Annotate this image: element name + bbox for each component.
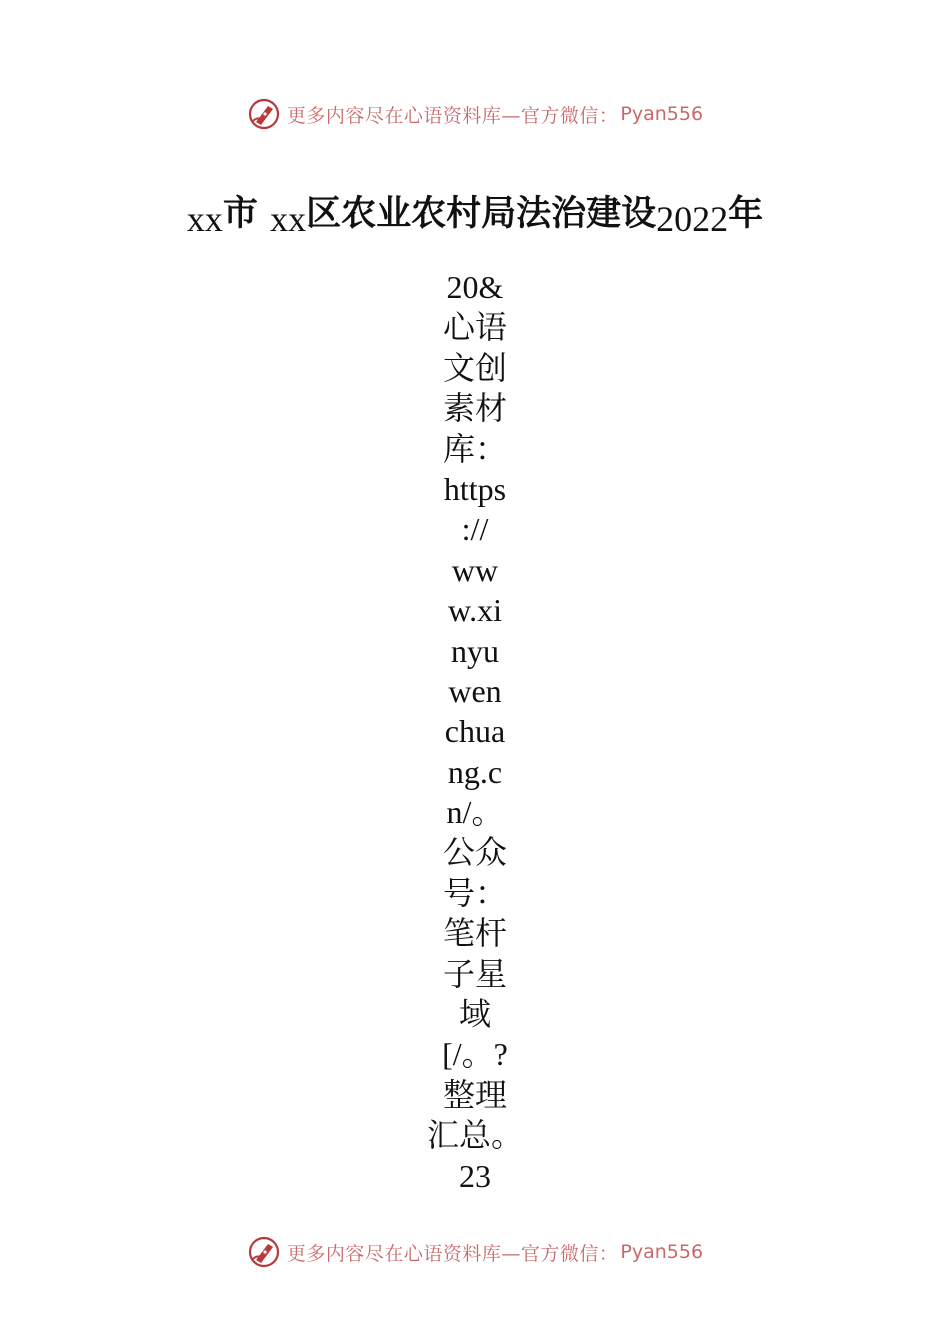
body-line: 子星 [442, 955, 507, 992]
body-text-column [425, 267, 525, 1196]
header-banner-text: 更多内容尽在心语资料库—官方微信： [286, 104, 619, 127]
body-line: 库： [442, 430, 507, 467]
body-line: 汇总。 [426, 1117, 523, 1154]
body-line: nyu [451, 632, 499, 669]
body-line: 公众 [442, 834, 507, 871]
header-banner-wechat-id: Pyan556 [620, 103, 704, 125]
body-line: wen [448, 672, 502, 709]
body-line: 20& [446, 269, 504, 305]
body-line: 文创 [442, 349, 507, 386]
body-line: https [443, 470, 507, 507]
title-part-2: 市 [222, 194, 258, 234]
footer-banner [0, 1232, 950, 1272]
header-banner [0, 94, 950, 134]
body-line: 域 [458, 996, 491, 1033]
body-line: [/。? [442, 1036, 508, 1073]
body-line: w.xi [448, 592, 502, 629]
document-title [0, 186, 950, 239]
title-part-6: 年 [728, 194, 764, 234]
body-line: 号： [442, 874, 507, 911]
title-part-4: 区农业农村局法治建设 [306, 194, 657, 234]
pen-nib-logo-icon [247, 97, 281, 131]
title-part-3: xx [270, 199, 307, 239]
body-line: 心语 [442, 309, 507, 346]
body-line: 23 [459, 1157, 491, 1194]
title-part-1: xx [186, 199, 223, 239]
pen-nib-logo-icon [247, 1235, 281, 1269]
body-line: :// [461, 511, 489, 548]
title-part-5: 2022 [656, 199, 729, 239]
footer-banner-wechat-id: Pyan556 [620, 1241, 704, 1263]
body-line: ng.c [447, 753, 503, 790]
body-line: 整理 [442, 1076, 507, 1113]
body-line: ww [451, 551, 499, 588]
body-line: n/。 [446, 794, 504, 831]
body-line: chua [444, 713, 506, 750]
body-line: 素材 [442, 390, 507, 427]
footer-banner-text: 更多内容尽在心语资料库—官方微信： [286, 1242, 619, 1265]
body-line: 笔杆 [442, 915, 507, 952]
